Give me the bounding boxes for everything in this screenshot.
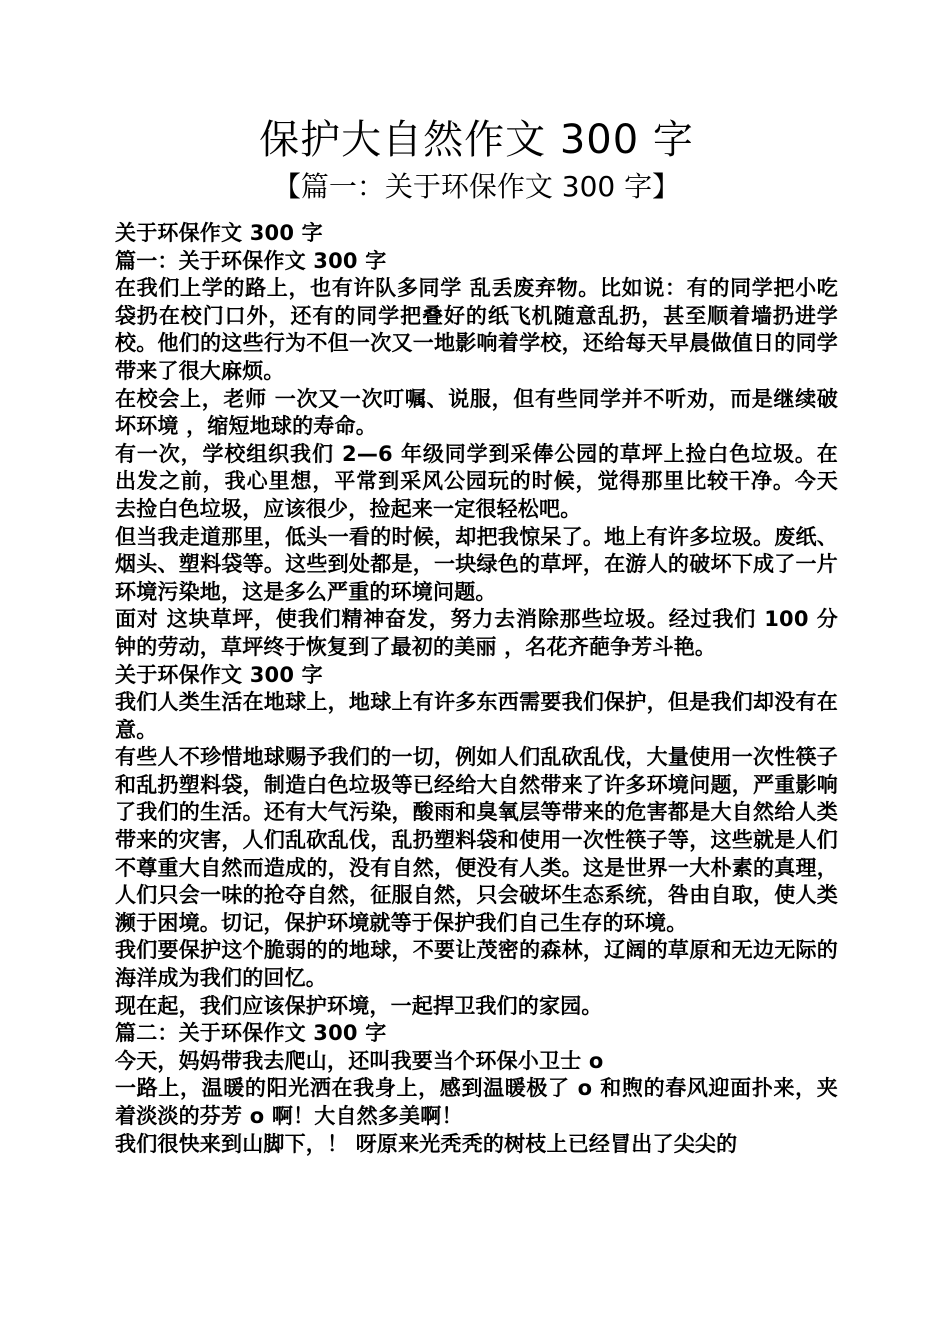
paragraph: 有一次，学校组织我们 2—6 年级同学到采俸公园的草坪上捡白色垃圾。在出发之前，我心里想，平常到采风公园玩的时候，觉得那里比较干净。今天 去捡白色垃圾，应该很少，捡起来一定很轻松吧。 bbox=[115, 441, 838, 521]
document-subtitle: 【篇一：关于环保作文 300 字】 bbox=[272, 170, 681, 203]
document-title: 保护大自然作文 300 字 bbox=[259, 117, 694, 163]
section-heading: 关于环保作文 300 字 bbox=[115, 221, 323, 245]
paragraph: 今天，妈妈带我去爬山，还叫我要当个环保小卫士 o bbox=[115, 1048, 604, 1073]
paragraph: 在校会上，老师 一次又一次叮嘱、说服，但有些同学并不听劝，而是继续破坏环境 ，缩短地球的寿命。 bbox=[115, 386, 838, 439]
section-heading: 篇一：关于环保作文 300 字 bbox=[115, 248, 387, 273]
paragraph: 现在起，我们应该保护环境，一起捍卫我们的家园。 bbox=[115, 993, 603, 1018]
paragraph: 在我们上学的路上，也有许队多同学 乱丢废弃物。比如说：有的同学把小吃袋扔在校门口外，还有的同学把叠好的纸飞机随意乱扔，甚至顺着墙扔进学校。他们的这些行为不但一次又一地影响着学校，还给每天早晨做值日的同学带来了很大麻烦。 bbox=[115, 276, 838, 383]
section-heading: 关于环保作文 300 字 bbox=[115, 662, 323, 687]
paragraph: 但当我走道那里，低头一看的时候，却把我惊呆了。地上有许多垃圾。废纸、烟头、塑料袋等。这些到处都是，一块绿色的草坪，在游人的破坏下成了一片环境污染地，这是多么严重的环境问题。 bbox=[115, 524, 838, 604]
paragraph: 有些人不珍惜地球赐予我们的一切，例如人们乱砍乱伐，大量使用一次性筷子和乱扔塑料袋，制造白色垃圾等已经给大自然带来了许多环境问题，严重影响了我们的生活。还有大气污染，酸雨和臭氧层等带来的危害都是大自然给人类带来的灾害，人们乱砍乱伐，乱扔塑料袋和使用一次性筷子等，这些就是人们不尊重大自然而造成的，没有自然，便没有人类。这是世界一大朴素的真理，人们只会一味的抢夺自然，征服自然，只会破坏生态系统，咎由自取，使人类濒于困境。切记，保护环境就等于保护我们自己生存的环境。 bbox=[115, 745, 838, 935]
paragraph: 面对 这块草坪，使我们精神奋发，努力去消除那些垃圾。经过我们 100 分钟的劳动，草坪终于恢复到了最初的美丽 ，名花齐葩争芳斗艳。 bbox=[115, 607, 838, 659]
paragraph: 我们要保护这个脆弱的的地球，不要让茂密的森林，辽阔的草原和无边无际的海洋成为我们的回忆。 bbox=[115, 938, 838, 991]
paragraph: 我们很快来到山脚下，！ 呀原来光秃秃的树枝上已经冒出了尖尖的 bbox=[115, 1131, 738, 1156]
paragraph: 我们人类生活在地球上，地球上有许多东西需要我们保护，但是我们却没有在意。 bbox=[115, 690, 838, 742]
section-heading: 篇二：关于环保作文 300 字 bbox=[115, 1021, 387, 1046]
document-body bbox=[115, 220, 838, 1158]
paragraph: 一路上，温暖的阳光洒在我身上，感到温暖极了 o 和煦的春风迎面扑来，夹着淡淡的芬芳 o 啊！大自然多美啊！ bbox=[115, 1076, 838, 1128]
